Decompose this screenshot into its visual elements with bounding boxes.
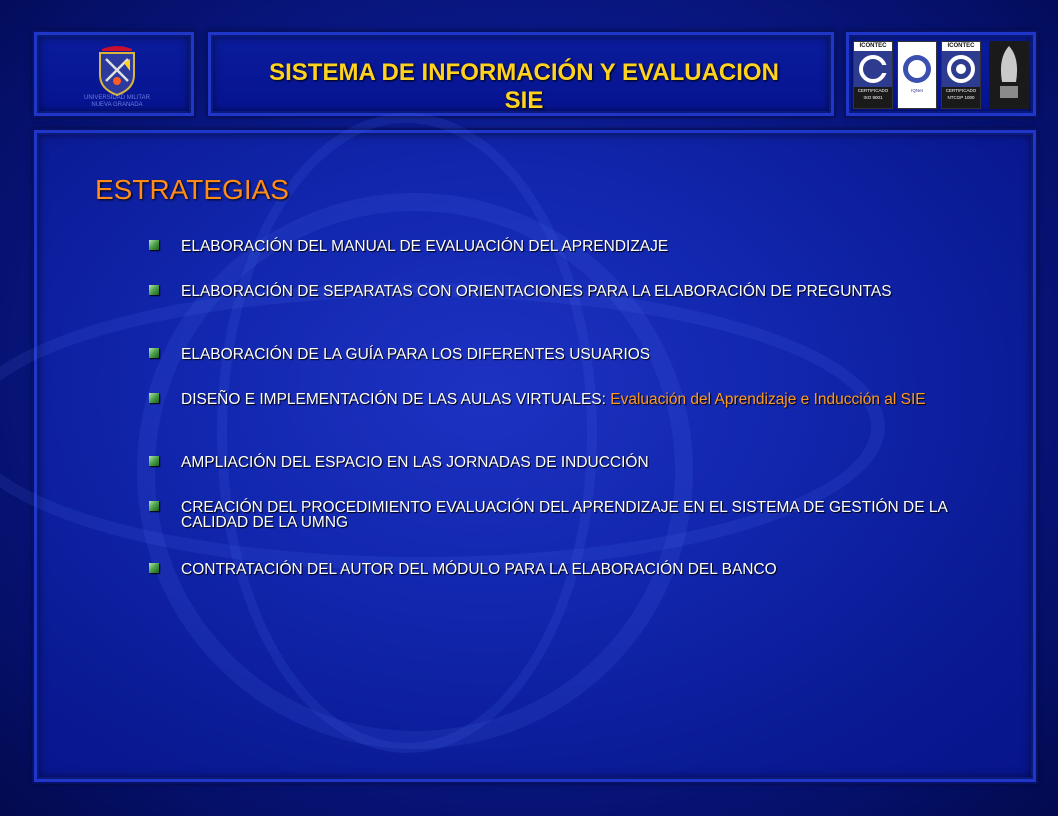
list-item-text: DISEÑO E IMPLEMENTACIÓN DE LAS AULAS VIRTUALES: (181, 391, 606, 408)
list-item (181, 392, 1001, 407)
logo-panel (34, 32, 194, 116)
cert-bottom-label: IQNet (898, 87, 936, 108)
cert-top-label (898, 42, 936, 51)
section-heading: ESTRATEGIAS (95, 174, 289, 205)
title-line-1: SISTEMA DE INFORMACIÓN Y EVALUACION (269, 59, 779, 86)
icontec-iso-cert-icon (853, 41, 893, 109)
logo-caption-line2: NUEVA GRANADA (91, 102, 143, 108)
cert-bottom-label: CERTIFICADO NTCGP 1000 (942, 87, 980, 108)
bullet-icon (149, 285, 159, 295)
list-item: AMPLIACIÓN DEL ESPACIO EN LAS JORNADAS DE INDUCCIÓN (181, 454, 649, 471)
list-item: ELABORACIÓN DEL MANUAL DE EVALUACIÓN DEL APRENDIZAJE (181, 238, 669, 255)
shield-icon (62, 41, 172, 101)
logo-caption-line1: UNIVERSIDAD MILITAR (84, 95, 150, 101)
bullet-icon (149, 393, 159, 403)
cert-top-label: ICONTEC (854, 42, 892, 51)
icontec-ntcgp-cert-icon (941, 41, 981, 109)
university-logo (62, 41, 172, 113)
title-line-2: SIE (504, 87, 544, 114)
bullet-icon (149, 501, 159, 511)
list-item-highlight: Evaluación del Aprendizaje e Inducción al SIE (605, 391, 926, 408)
page-title (211, 59, 837, 115)
bullet-icon (149, 563, 159, 573)
bullet-icon (149, 348, 159, 358)
list-item: CREACIÓN DEL PROCEDIMIENTO EVALUACIÓN DEL APRENDIZAJE EN EL SISTEMA DE GESTIÓN DE LA CALIDAD DE LA UMNG (181, 499, 947, 531)
certifications-panel (846, 32, 1036, 116)
bullet-icon (149, 240, 159, 250)
title-panel (208, 32, 834, 116)
cert-top-label: ICONTEC (942, 42, 980, 51)
bullet-icon (149, 456, 159, 466)
list-item: ELABORACIÓN DE SEPARATAS CON ORIENTACIONES PARA LA ELABORACIÓN DE PREGUNTAS (181, 283, 892, 300)
cert-bottom-label: CERTIFICADO ISO 9001 (854, 87, 892, 108)
list-item: ELABORACIÓN DE LA GUÍA PARA LOS DIFERENTES USUARIOS (181, 346, 651, 363)
iqnet-cert-icon (897, 41, 937, 109)
list-item: CONTRATACIÓN DEL AUTOR DEL MÓDULO PARA LA ELABORACIÓN DEL BANCO (181, 561, 777, 578)
award-trophy-icon (989, 41, 1029, 109)
